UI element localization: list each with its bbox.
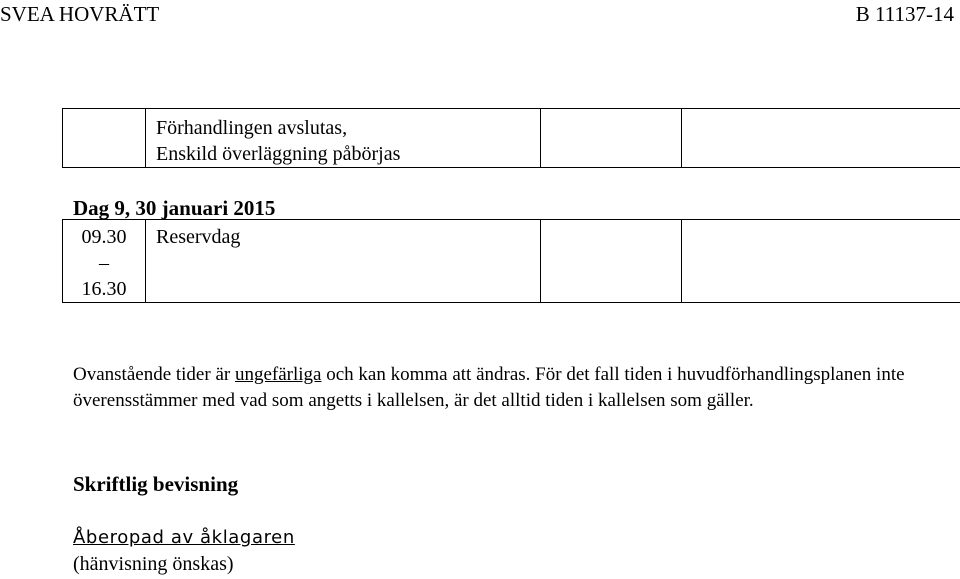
table-row	[63, 109, 960, 168]
empty-cell	[682, 220, 960, 303]
section-heading: Skriftlig bevisning	[73, 472, 239, 496]
notice-paragraph	[73, 362, 913, 414]
section-note: (hänvisning önskas)	[73, 553, 234, 575]
time-separator: –	[99, 252, 109, 274]
time-start: 09.30	[81, 226, 127, 248]
case-number: B 11137-14	[855, 2, 954, 26]
court-name: SVEA HOVRÄTT	[0, 2, 160, 26]
activity-cell	[146, 109, 541, 168]
notice-text: Ovanstående tider är	[73, 364, 235, 385]
activity-line: Förhandlingen avslutas,	[156, 117, 348, 139]
schedule-table-top	[62, 108, 960, 168]
time-cell	[63, 109, 146, 168]
notice-underlined-word: ungefärliga	[234, 364, 322, 385]
time-end: 16.30	[81, 278, 127, 300]
table-row	[63, 220, 960, 303]
section-subheading: Åberopad av åklagaren	[73, 527, 295, 548]
activity-text: Reservdag	[156, 226, 241, 248]
empty-cell	[541, 220, 682, 303]
day-heading: Dag 9, 30 januari 2015	[73, 196, 276, 220]
schedule-table-day9	[62, 219, 960, 303]
empty-cell	[682, 109, 960, 168]
activity-line: Enskild överläggning påbörjas	[156, 143, 401, 165]
activity-cell	[146, 220, 541, 303]
time-cell	[63, 220, 146, 303]
notice-text: och kan komma att ändras. För det fall tiden i huvudförhandlingsplanen inte överensstämmer med vad som angetts i kallelsen, är det alltid tiden i kallelsen som gäller.	[73, 364, 905, 411]
empty-cell	[541, 109, 682, 168]
